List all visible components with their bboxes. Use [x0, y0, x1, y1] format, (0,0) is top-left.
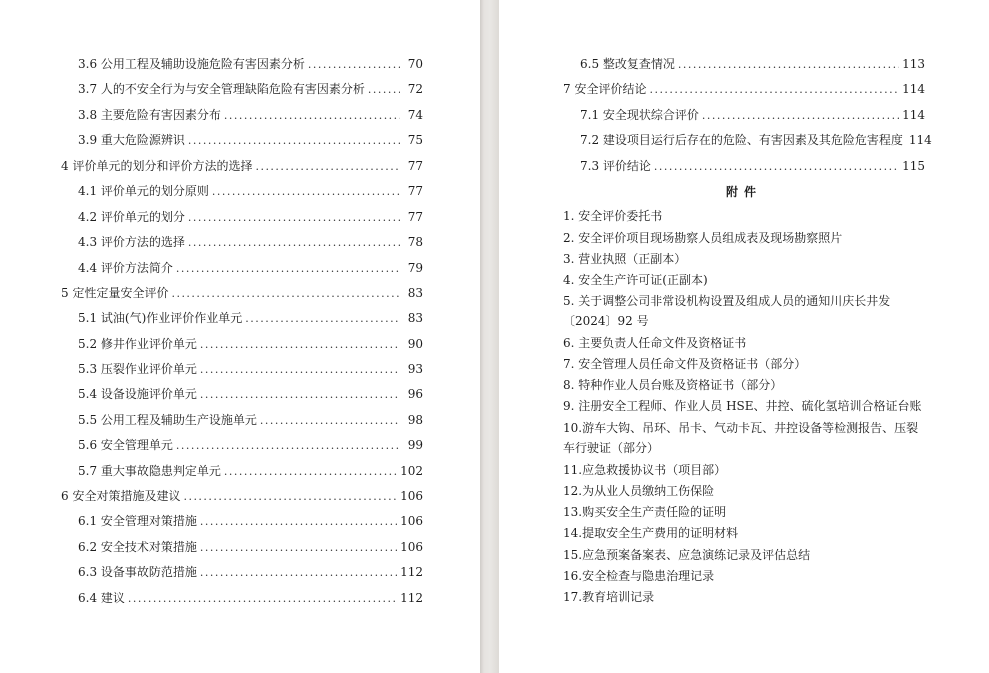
toc-leader-dots — [255, 156, 400, 177]
toc-entry-label: 6 安全对策措施及建议 — [61, 489, 181, 503]
toc-entry-page: 77 — [407, 184, 423, 198]
toc-entry-page: 77 — [407, 159, 423, 173]
toc-leader-dots — [200, 537, 397, 558]
toc-entry[interactable] — [78, 54, 423, 74]
toc-entry-label: 3.8 主要危险有害因素分布 — [78, 108, 221, 122]
toc-leader-dots — [654, 156, 899, 177]
toc-entry-page: 106 — [400, 489, 423, 503]
toc-entry-label: 4.4 评价方法简介 — [78, 261, 173, 275]
attachment-item[interactable]: 2. 安全评价项目现场勘察人员组成表及现场勘察照片 — [563, 231, 843, 245]
attachment-item[interactable]: 3. 营业执照（正副本） — [563, 252, 687, 266]
toc-leader-dots — [200, 359, 400, 380]
toc-entry-label: 3.9 重大危险源辨识 — [78, 133, 185, 147]
attachment-item[interactable]: 9. 注册安全工程师、作业人员 HSE、井控、硫化氢培训合格证台账 — [563, 399, 922, 413]
toc-entry-page: 78 — [407, 235, 423, 249]
toc-entry-page: 115 — [902, 159, 925, 173]
toc-entry-page: 93 — [407, 362, 423, 376]
toc-entry[interactable] — [78, 384, 423, 404]
toc-entry-page: 70 — [407, 57, 423, 71]
attachment-item[interactable]: 10.游车大钩、吊环、吊卡、气动卡瓦、井控设备等检测报告、压裂车行驶证（部分） — [563, 421, 919, 455]
toc-entry-page: 90 — [407, 337, 423, 351]
toc-entry-label: 5.3 压裂作业评价单元 — [78, 362, 197, 376]
toc-leader-dots — [649, 79, 899, 100]
document-page-right — [499, 0, 989, 673]
toc-entry[interactable] — [78, 359, 423, 379]
toc-entry-page: 79 — [407, 261, 423, 275]
toc-entry-label: 7.1 安全现状综合评价 — [580, 108, 699, 122]
toc-entry-page: 114 — [902, 108, 925, 122]
toc-entry-label: 5.6 安全管理单元 — [78, 438, 173, 452]
attachment-item[interactable]: 5. 关于调整公司非常设机构设置及组成人员的通知川庆长井发〔2024〕92 号 — [563, 294, 891, 328]
toc-entry-page: 106 — [400, 540, 423, 554]
toc-leader-dots — [200, 384, 400, 405]
toc-entry-page: 83 — [407, 286, 423, 300]
toc-entry-page: 114 — [908, 133, 932, 147]
toc-entry-page: 106 — [400, 514, 423, 528]
toc-leader-dots — [176, 258, 400, 279]
toc-entry-label: 6.3 设备事故防范措施 — [78, 565, 197, 579]
toc-entry[interactable] — [580, 105, 925, 125]
toc-entry-page: 98 — [407, 413, 423, 427]
toc-entry-label: 5.5 公用工程及辅助生产设施单元 — [78, 413, 257, 427]
toc-entry[interactable] — [78, 79, 423, 99]
toc-entry-page: 112 — [400, 565, 423, 579]
toc-leader-dots — [128, 588, 397, 609]
toc-leader-dots — [188, 130, 400, 151]
toc-entry-page: 102 — [400, 464, 423, 478]
toc-entry[interactable] — [78, 537, 423, 557]
attachment-item[interactable]: 11.应急救援协议书（项目部） — [563, 463, 727, 477]
toc-entry[interactable] — [78, 435, 423, 455]
toc-leader-dots — [368, 79, 400, 100]
toc-entry-label: 5.2 修井作业评价单元 — [78, 337, 197, 351]
toc-leader-dots — [212, 181, 400, 202]
toc-entry-page: 83 — [407, 311, 423, 325]
toc-entry-label: 6.5 整改复查情况 — [580, 57, 675, 71]
toc-entry[interactable] — [580, 156, 925, 176]
toc-entry-label: 6.2 安全技术对策措施 — [78, 540, 197, 554]
toc-entry-page: 77 — [407, 210, 423, 224]
attachment-item[interactable]: 6. 主要负责人任命文件及资格证书 — [563, 336, 747, 350]
toc-entry[interactable] — [61, 283, 423, 303]
toc-leader-dots — [245, 308, 400, 329]
page-gutter — [480, 0, 499, 673]
toc-entry-label: 5.7 重大事故隐患判定单元 — [78, 464, 221, 478]
toc-leader-dots — [200, 511, 397, 532]
toc-leader-dots — [678, 54, 899, 75]
toc-leader-dots — [171, 283, 400, 304]
attachment-item[interactable]: 13.购买安全生产责任险的证明 — [563, 505, 727, 519]
toc-entry-label: 3.6 公用工程及辅助设施危险有害因素分析 — [78, 57, 305, 71]
toc-entry[interactable] — [78, 232, 423, 252]
toc-entry-label: 5.1 试油(气)作业评价作业单元 — [78, 311, 243, 325]
toc-entry-label: 7 安全评价结论 — [563, 82, 647, 96]
toc-entry-page: 75 — [407, 133, 423, 147]
toc-entry[interactable] — [563, 79, 925, 99]
toc-entry[interactable] — [78, 207, 423, 227]
toc-entry[interactable] — [78, 410, 423, 430]
toc-entry-label: 4.3 评价方法的选择 — [78, 235, 185, 249]
toc-entry[interactable] — [78, 511, 423, 531]
toc-entry[interactable] — [78, 588, 423, 608]
toc-entry-label: 4 评价单元的划分和评价方法的选择 — [61, 159, 253, 173]
toc-leader-dots — [188, 232, 400, 253]
toc-leader-dots — [702, 105, 899, 126]
toc-entry[interactable] — [78, 562, 423, 582]
toc-entry[interactable] — [61, 486, 423, 506]
toc-leader-dots — [200, 562, 397, 583]
document-page-left — [0, 0, 480, 673]
toc-entry-label: 7.2 建设项目运行后存在的危险、有害因素及其危险危害程度 — [580, 133, 903, 147]
attachment-item[interactable]: 16.安全检查与隐患治理记录 — [563, 569, 715, 583]
attachment-item[interactable]: 1. 安全评价委托书 — [563, 209, 663, 223]
attachment-item[interactable]: 14.提取安全生产费用的证明材料 — [563, 526, 739, 540]
toc-leader-dots — [260, 410, 400, 431]
toc-entry[interactable] — [78, 308, 423, 328]
attachments-heading: 附件 — [726, 185, 763, 199]
toc-leader-dots — [308, 54, 400, 75]
toc-entry-page: 96 — [407, 387, 423, 401]
toc-leader-dots — [200, 334, 400, 355]
toc-entry-label: 7.3 评价结论 — [580, 159, 651, 173]
toc-entry[interactable] — [78, 181, 423, 201]
toc-entry[interactable] — [78, 130, 423, 150]
toc-entry-label: 6.4 建议 — [78, 591, 125, 605]
toc-leader-dots — [176, 435, 400, 456]
attachment-item[interactable]: 4. 安全生产许可证(正副本) — [563, 273, 708, 287]
toc-entry[interactable] — [78, 105, 423, 125]
toc-entry-page: 113 — [902, 57, 925, 71]
toc-leader-dots — [183, 486, 397, 507]
toc-entry-page: 99 — [407, 438, 423, 452]
toc-entry[interactable] — [61, 156, 423, 176]
toc-entry-label: 3.7 人的不安全行为与安全管理缺陷危险有害因素分析 — [78, 82, 365, 96]
toc-entry[interactable] — [580, 54, 925, 74]
toc-entry-label: 4.2 评价单元的划分 — [78, 210, 185, 224]
toc-entry[interactable] — [78, 461, 423, 481]
toc-entry-label: 4.1 评价单元的划分原则 — [78, 184, 209, 198]
attachment-item[interactable]: 8. 特种作业人员台账及资格证书（部分） — [563, 378, 783, 392]
toc-entry-page: 72 — [407, 82, 423, 96]
toc-entry-page: 74 — [407, 108, 423, 122]
toc-leader-dots — [224, 105, 400, 126]
toc-entry-label: 5.4 设备设施评价单元 — [78, 387, 197, 401]
toc-leader-dots — [188, 207, 400, 228]
toc-leader-dots — [224, 461, 397, 482]
toc-entry[interactable] — [78, 258, 423, 278]
attachment-item[interactable]: 17.教育培训记录 — [563, 590, 655, 604]
toc-entry-page: 112 — [400, 591, 423, 605]
toc-entry-label: 5 定性定量安全评价 — [61, 286, 169, 300]
toc-entry[interactable] — [78, 334, 423, 354]
toc-entry-label: 6.1 安全管理对策措施 — [78, 514, 197, 528]
toc-entry[interactable] — [580, 130, 932, 150]
attachment-item[interactable]: 15.应急预案备案表、应急演练记录及评估总结 — [563, 548, 811, 562]
attachment-item[interactable]: 7. 安全管理人员任命文件及资格证书（部分） — [563, 357, 807, 371]
attachment-item[interactable]: 12.为从业人员缴纳工伤保险 — [563, 484, 715, 498]
toc-entry-page: 114 — [902, 82, 925, 96]
